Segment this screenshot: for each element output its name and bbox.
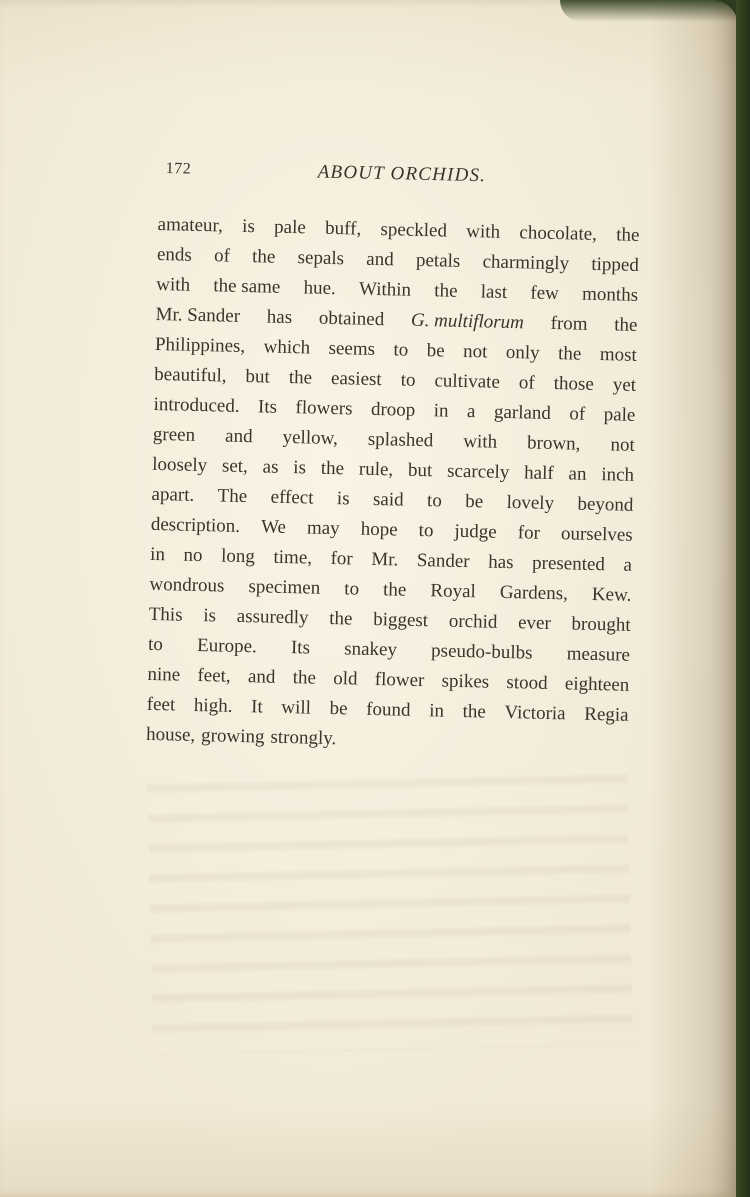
word: ends <box>156 243 193 266</box>
word: petals <box>415 249 461 272</box>
word: has <box>266 306 293 329</box>
word: the <box>462 701 487 723</box>
word: long <box>220 545 256 568</box>
word: judge <box>454 520 497 543</box>
word: be <box>465 491 484 513</box>
word: droop <box>370 398 416 421</box>
word: Mr. <box>371 548 399 571</box>
word: assuredly <box>236 605 309 629</box>
word: of <box>518 372 535 394</box>
word: effect <box>270 486 314 509</box>
word: not <box>610 434 635 456</box>
word: buff, <box>324 217 362 240</box>
word: the <box>614 314 638 336</box>
word: not <box>462 340 488 363</box>
word: most <box>599 344 638 366</box>
word: charmingly <box>482 251 570 275</box>
word: be <box>426 340 445 362</box>
page-number: 172 <box>165 159 192 178</box>
word: may <box>306 517 340 540</box>
word: speckled <box>380 219 448 242</box>
word: We <box>260 516 287 538</box>
word: hope <box>360 518 398 541</box>
word: the <box>251 246 276 268</box>
word: for <box>330 548 353 570</box>
word: wondrous <box>149 573 225 597</box>
word: with <box>156 273 191 296</box>
show-through-text <box>147 755 633 1055</box>
word: yellow, <box>282 426 339 450</box>
word: splashed <box>367 428 434 452</box>
word: flowers <box>295 397 353 420</box>
word: tipped <box>591 253 640 276</box>
word: the <box>382 579 407 601</box>
body-text <box>146 210 640 761</box>
word: eighteen <box>564 673 630 696</box>
word: of <box>213 245 231 267</box>
word: the <box>292 667 317 689</box>
word: is <box>336 488 350 510</box>
word: Philippines, <box>154 333 246 358</box>
word: is <box>293 457 307 479</box>
word: old <box>332 668 358 690</box>
word: inch <box>601 464 635 486</box>
word: It <box>250 696 263 718</box>
word: to <box>393 339 409 361</box>
word: hue. <box>303 277 337 300</box>
word: scarcely <box>446 460 510 484</box>
word: seems <box>328 337 376 360</box>
word: brought <box>571 613 631 636</box>
word: Sander <box>416 549 470 573</box>
word: to <box>147 633 164 656</box>
word: but <box>407 459 433 482</box>
word: loosely <box>151 453 208 477</box>
word: Its <box>257 396 278 418</box>
word: specimen <box>248 576 321 599</box>
word: no <box>183 544 203 567</box>
word: those <box>553 373 595 395</box>
word: half <box>523 462 554 485</box>
word: description. <box>150 513 241 537</box>
word: ever <box>517 612 552 635</box>
word: feet, <box>197 665 231 687</box>
word: time, <box>273 546 313 569</box>
word: with <box>466 221 501 243</box>
word: be <box>329 698 348 720</box>
word: to <box>418 519 434 542</box>
word: in <box>149 543 166 566</box>
word: to <box>426 490 443 512</box>
word: from <box>550 312 588 335</box>
word: presented <box>531 552 606 576</box>
word: months <box>581 283 639 306</box>
word: Gardens, <box>499 581 569 605</box>
word: to <box>344 578 360 600</box>
word: obtained <box>318 307 385 331</box>
word: snakey <box>343 638 398 661</box>
word: The <box>217 485 248 508</box>
word: cultivate <box>434 370 501 393</box>
word: high. <box>193 694 233 717</box>
word: measure <box>566 643 631 666</box>
word: the <box>288 367 313 389</box>
word: nine <box>147 663 181 686</box>
word: Kew. <box>591 583 632 606</box>
word: as <box>262 456 279 478</box>
word: growing <box>200 725 265 748</box>
word: apart. <box>151 483 195 506</box>
word: the <box>329 607 353 630</box>
word: a <box>623 554 633 576</box>
word: introduced. <box>153 393 240 417</box>
word: This <box>148 603 183 626</box>
word: in <box>433 400 449 422</box>
word: ourselves <box>560 523 633 546</box>
word: set, <box>221 455 249 478</box>
word: said <box>372 488 404 511</box>
cover-edge-top <box>560 0 750 22</box>
word: orchid <box>448 610 498 633</box>
word: house, <box>145 723 196 746</box>
word: few <box>530 282 560 305</box>
word: for <box>517 522 541 544</box>
word: the <box>434 280 458 302</box>
word: a <box>466 401 476 423</box>
word: Regia <box>584 703 629 726</box>
running-head: ABOUT ORCHIDS. <box>317 161 487 187</box>
word: and <box>366 248 394 271</box>
word: garland <box>493 401 552 424</box>
word: G. multiflorum <box>410 309 525 334</box>
word: but <box>245 366 271 388</box>
word: green <box>152 423 196 446</box>
word: the <box>320 457 345 480</box>
word: an <box>568 463 587 485</box>
word: feet <box>146 693 176 716</box>
word: Royal <box>430 580 477 603</box>
word: flower <box>374 669 425 692</box>
word: pale <box>603 404 636 426</box>
word: found <box>365 698 411 721</box>
word: chocolate, <box>519 222 598 245</box>
word: only <box>505 341 540 364</box>
word: amateur, <box>157 213 224 237</box>
word: Within <box>358 278 412 301</box>
word: of <box>569 403 586 425</box>
page-header <box>165 158 636 199</box>
word: Victoria <box>504 701 566 725</box>
word: and <box>247 666 276 688</box>
word: sepals <box>297 247 345 270</box>
word: biggest <box>372 608 429 632</box>
word: pale <box>273 216 307 239</box>
word: with <box>463 430 498 453</box>
word: is <box>203 605 217 627</box>
word: has <box>487 551 514 574</box>
word: brown, <box>526 432 581 455</box>
word: spikes <box>441 670 490 693</box>
word: beyond <box>577 493 634 516</box>
word: stood <box>506 672 548 694</box>
word: in <box>428 700 445 722</box>
word: Mr. Sander <box>155 303 241 327</box>
word: which <box>263 336 311 359</box>
word: easiest <box>330 367 382 391</box>
word: and <box>224 425 253 448</box>
word: yet <box>612 374 637 396</box>
word: is <box>241 215 256 238</box>
word: pseudo-bulbs <box>430 640 533 664</box>
word: rule, <box>358 458 394 481</box>
word: to <box>400 369 416 391</box>
word: lovely <box>506 491 555 515</box>
word: the same <box>213 275 281 298</box>
word: Europe. <box>196 635 257 658</box>
word: strongly. <box>270 726 337 750</box>
word: will <box>281 696 312 719</box>
cover-edge-right <box>736 0 750 1197</box>
word: beautiful, <box>154 363 227 387</box>
word: Its <box>290 637 311 659</box>
word: the <box>616 224 640 246</box>
word: the <box>557 343 582 365</box>
word: last <box>480 281 508 303</box>
